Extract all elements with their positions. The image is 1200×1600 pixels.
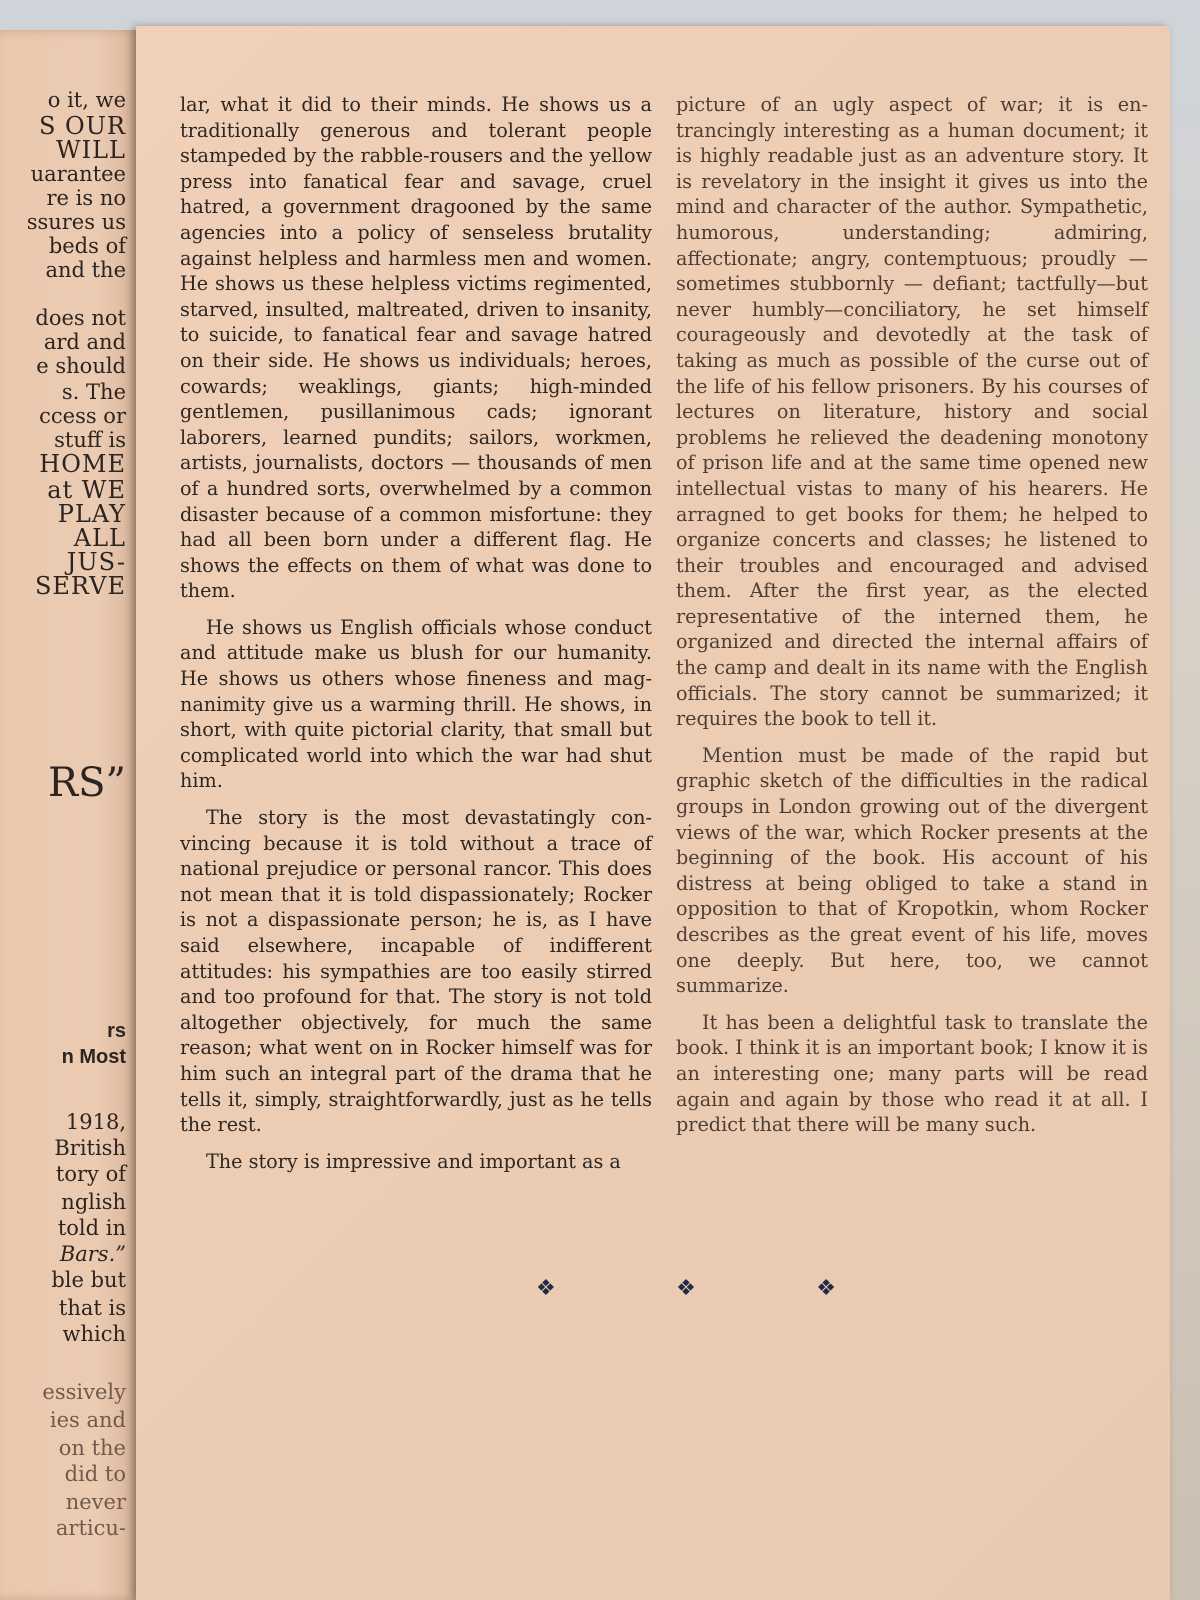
previous-page-text-fragment: essively xyxy=(42,1380,126,1404)
previous-page-text-fragment: beds of xyxy=(48,234,126,258)
left-paragraph-2: He shows us English officials whose conduct and attitude make us blush for our humanity. He shows us others whose fineness and magnanimity give us a warming thrill. He shows, in short, with quite pictorial clarity, that small but complicated world into which the war had shut him. xyxy=(180,615,652,793)
previous-page-text-fragment: e should xyxy=(36,354,126,378)
previous-page-text-fragment: 1918, xyxy=(65,1110,126,1134)
previous-page-text-fragment: did to xyxy=(64,1462,126,1486)
previous-page-text-fragment: re is no xyxy=(46,186,126,210)
previous-page-text-fragment: rs xyxy=(107,1020,126,1042)
previous-page-text-fragment: ccess or xyxy=(39,404,126,428)
left-paragraph-3: The story is the most devastatingly convincing because it is told without a trace of national prejudice or personal rancor. This does not mean that it is told dispassionately; Rocker is not a dispassionate person; he is, as I have said elsewhere, incapable of indifferent attitudes: his sympathies are too easily stirred and too profound for that. The story is not told altogether objectively, for much the same reason; what went on in Rocker himself was for him such an integral part of the drama that he tells it, simply, straightforwardly, just as he tells the rest. xyxy=(180,806,652,1137)
previous-page-text-fragment: nglish xyxy=(61,1190,126,1214)
previous-page-text-fragment: never xyxy=(65,1490,126,1514)
previous-page-text-fragment: SERVE xyxy=(34,572,126,600)
previous-page-text-fragment: British xyxy=(54,1136,126,1160)
book-page xyxy=(136,26,1170,1600)
previous-page-text-fragment: ies and xyxy=(49,1408,126,1432)
previous-page-text-fragment: ALL xyxy=(73,524,126,552)
previous-page-text-fragment: which xyxy=(62,1322,126,1346)
right-column xyxy=(676,92,1148,1149)
previous-page-text-fragment: does not xyxy=(35,306,126,330)
previous-page-text-fragment: stuff is xyxy=(54,428,126,452)
ornament-icon: ❖ xyxy=(816,1276,836,1301)
ornament-icon: ❖ xyxy=(536,1276,556,1301)
previous-page-text-fragment: ard and xyxy=(43,330,126,354)
left-paragraph-1: lar, what it did to their minds. He shows us a traditionally generous and tolerant people stampeded by the rabble-rousers and the yellow press into fanatical fear and savage, cruel hatred, a government dragooned by the same agencies into a policy of senseless brutality against helpless and harmless men and women. He shows us these helpless victims regimented, starved, insulted, maltreated, driven to insanity, to suicide, to fanatical fear and savage hatred on their side. He shows us individuals; heroes, cowards; weaklings, giants; high-minded gentlemen, pusillanimous cads; ignorant laborers, learned pundits; sailors, workmen, artists, journalists, doctors — thousands of men of a hundred sorts, overwhelmed by a common disaster because of a common misfortune: they had all been born under a different flag. He shows the effects on them of what was done to them. xyxy=(180,93,652,603)
section-ornaments xyxy=(536,1276,836,1301)
left-column xyxy=(180,92,652,1185)
previous-page-text-fragment: ssures us xyxy=(26,210,126,234)
previous-page-text-fragment: tory of xyxy=(55,1162,126,1186)
previous-page-text-fragment: PLAY xyxy=(57,500,126,528)
previous-page-text-fragment: o it, we xyxy=(47,88,126,112)
ornament-icon: ❖ xyxy=(676,1276,696,1301)
previous-page-text-fragment: JUS- xyxy=(66,548,126,576)
previous-page-text-fragment: articu- xyxy=(55,1516,126,1540)
previous-page-edge xyxy=(0,30,138,1600)
right-paragraph-1: picture of an ugly aspect of war; it is entrancingly interesting as a human document; it is highly readable just as an adventure story. It is revelatory in the insight it gives us into the mind and character of the author. Sympathetic, humorous, understanding; admiring, affectionate; angry, contemptuous; proudly — sometimes stubbornly — defiant; tactfully—but never humbly—conciliatory, he set himself courageously and devotedly at the task of taking as much as possible of the curse out of the life of his fellow prisoners. By his courses of lectures on literature, history and social problems he relieved the deadening monotony of prison life and at the same time opened new intellectual vistas to many of his hearers. He arragned to get books for them; he helped to organize concerts and classes; he listened to their troubles and encouraged and advised them. After the first year, as the elected representative of the interned them, he organized and directed the internal affairs of the camp and dealt in its name with the English officials. The story cannot be summarized; it requires the book to tell it. xyxy=(676,93,1148,731)
right-paragraph-3: It has been a delightful task to translate the book. I think it is an important book; I know it is an interesting one; many parts will be read again and again by those who read it at all. I predict that there will be many such. xyxy=(676,1010,1148,1137)
previous-page-text-fragment: HOME xyxy=(39,450,126,478)
previous-page-text-fragment: n Most xyxy=(61,1046,126,1068)
right-paragraph-2: Mention must be made of the rapid but graphic sketch of the difficulties in the radical groups in London growing out of the divergent views of the war, which Rocker presents at the beginning of the book. His account of his distress at being obliged to take a stand in opposition to that of Kropotkin, whom Rocker describes as the great event of his life, moves one deeply. But here, too, we cannot summarize. xyxy=(676,743,1148,998)
previous-page-text-fragment: Bars.” xyxy=(59,1242,126,1266)
previous-page-text-fragment: that is xyxy=(58,1296,126,1320)
previous-page-text-fragment: at WE xyxy=(47,476,126,504)
previous-page-text-fragment: RS” xyxy=(48,760,126,806)
previous-page-text-fragment: told in xyxy=(57,1216,126,1240)
previous-page-text-fragment: WILL xyxy=(55,136,126,164)
previous-page-text-fragment: S OUR xyxy=(38,112,126,140)
previous-page-text-fragment: ble but xyxy=(51,1268,126,1292)
previous-page-text-fragment: uarantee xyxy=(30,162,126,186)
previous-page-text-fragment: and the xyxy=(45,258,126,282)
previous-page-text-fragment: s. The xyxy=(61,380,126,404)
previous-page-text-fragment: on the xyxy=(58,1436,126,1460)
left-paragraph-4: The story is impressive and important as a xyxy=(206,1149,621,1173)
